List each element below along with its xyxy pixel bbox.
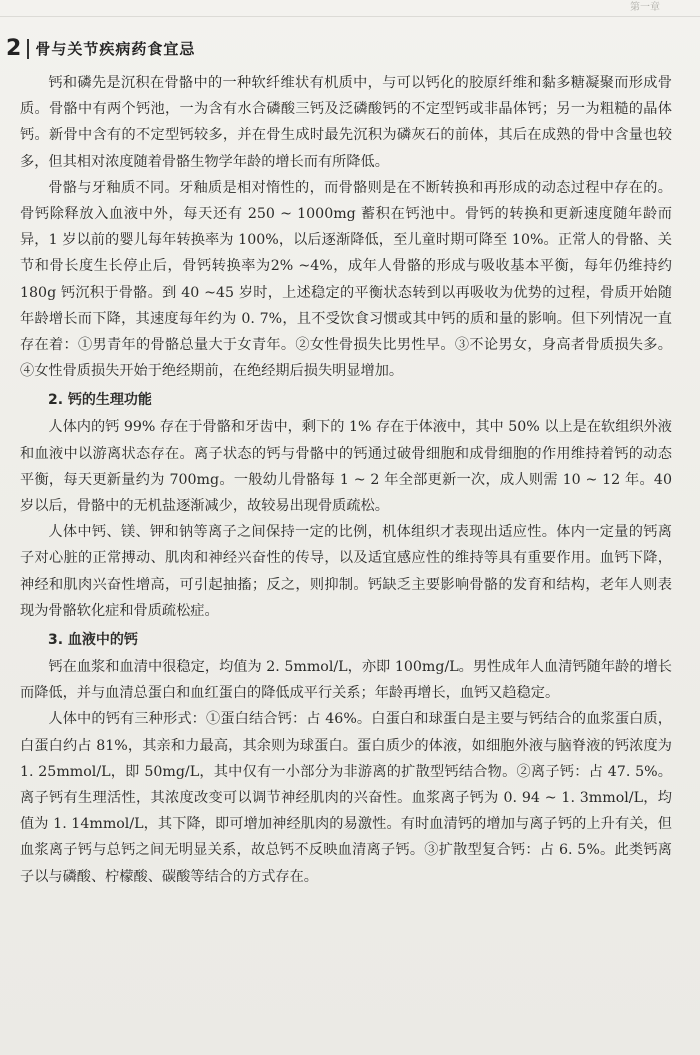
- book-title: 骨与关节疾病药食宜忌: [35, 40, 196, 58]
- header-divider: [27, 39, 29, 59]
- paragraph-bone-turnover: 骨骼与牙釉质不同。牙釉质是相对惰性的，而骨骼则是在不断转换和再形成的动态过程中存在的。骨钙除释放入血液中外，每天还有 250 ~ 1000mg 蓄积在钙池中。骨钙的转换和更新速度随年龄而异，1 岁以前的婴儿每年转换率为 100%，以后逐渐降低，至儿童时期可降至 10%。正常人的骨骼、关节和骨长度生长停止后，骨钙转换率为2% ~4%，成年人骨骼的形成与吸收基本平衡，每年仍维持约 180g 钙沉积于骨骼。到 40 ~45 岁时，上述稳定的平衡状态转到以再吸收为优势的过程，骨质开始随年龄增长而下降，其速度每年约为 0. 7%，且不受饮食习惯或其中钙的质和量的影响。但下列情况一直存在着：①男青年的骨骼总量大于女青年。②女性骨损失比男性早。③不论男女，身高者骨质损失多。④女性骨质损失开始于绝经期前，在绝经期后损失明显增加。: [20, 179, 672, 380]
- paragraph-ion-balance: 人体中钙、镁、钾和钠等离子之间保持一定的比例，机体组织才表现出适应性。体内一定量的钙离子对心脏的正常搏动、肌肉和神经兴奋性的传导，以及适宜感应性的维持等具有重要作用。血钙下降，神经和肌肉兴奋性增高，可引起抽搐；反之，则抑制。钙缺乏主要影响骨骼的发育和结构，老年人则表现为骨骼软化症和骨质疏松症。: [20, 524, 672, 619]
- section-heading-blood-calcium: 3. 血液中的钙: [48, 632, 138, 649]
- paragraph-calcium-distribution: 人体内的钙 99% 存在于骨骼和牙齿中，剩下的 1% 存在于体液中，其中 50% 以上是在软组织外液和血液中以游离状态存在。离子状态的钙与骨骼中的钙通过破骨细胞和成骨细胞的作用维持着钙的动态平衡，每天更新量约为 700mg。一般幼儿骨骼每 1 ~ 2 年全部更新一次，成人则需 10 ~ 12 年。40 岁以后，骨骼中的无机盐逐渐减少，故较易出现骨质疏松。: [20, 419, 672, 515]
- section-heading-physiological-function: 2. 钙的生理功能: [48, 392, 152, 409]
- paragraph-serum-calcium: 钙在血浆和血清中很稳定，均值为 2. 5mmol/L，亦即 100mg/L。男性成年人血清钙随年龄的增长而降低，并与血清总蛋白和血红蛋白的降低成平行关系；年龄再增长，血钙又趋稳定。: [20, 659, 672, 702]
- page-number: 2: [6, 36, 22, 61]
- running-head: 第一章: [0, 0, 700, 17]
- page-header: [6, 36, 195, 61]
- paragraph-calcium-forms: 人体中的钙有三种形式：①蛋白结合钙：占 46%。白蛋白和球蛋白是主要与钙结合的血浆蛋白质，白蛋白约占 81%，其亲和力最高，其余则为球蛋白。蛋白质少的体液，如细胞外液与脑脊液的钙浓度为 1. 25mmol/L，即 50mg/L，其中仅有一小部分为非游离的扩散型钙结合物。②离子钙：占 47. 5%。离子钙有生理活性，其浓度改变可以调节神经肌肉的兴奋性。血浆离子钙为 0. 94 ~ 1. 3mmol/L，均值为 1. 14mmol/L，其下降，即可增加神经肌肉的易激性。有时血清钙的增加与离子钙的上升有关，但血浆离子钙与总钙之间无明显关系，故总钙不反映血清离子钙。③扩散型复合钙：占 6. 5%。此类钙离子以与磷酸、柠檬酸、碳酸等结合的方式存在。: [20, 711, 672, 885]
- paragraph-bone-calcium-deposition: 钙和磷先是沉积在骨骼中的一种软纤维状有机质中，与可以钙化的胶原纤维和黏多糖凝聚而形成骨质。骨骼中有两个钙池，一为含有水合磷酸三钙及泛磷酸钙的不定型钙或非晶体钙；另一为粗糙的晶体钙。新骨中含有的不定型钙较多，并在骨生成时最先沉积为磷灰石的前体，其后在成熟的骨中含量也较多，但其相对浓度随着骨骼生物学年龄的增长而有所降低。: [20, 75, 672, 170]
- page-content: [20, 70, 672, 890]
